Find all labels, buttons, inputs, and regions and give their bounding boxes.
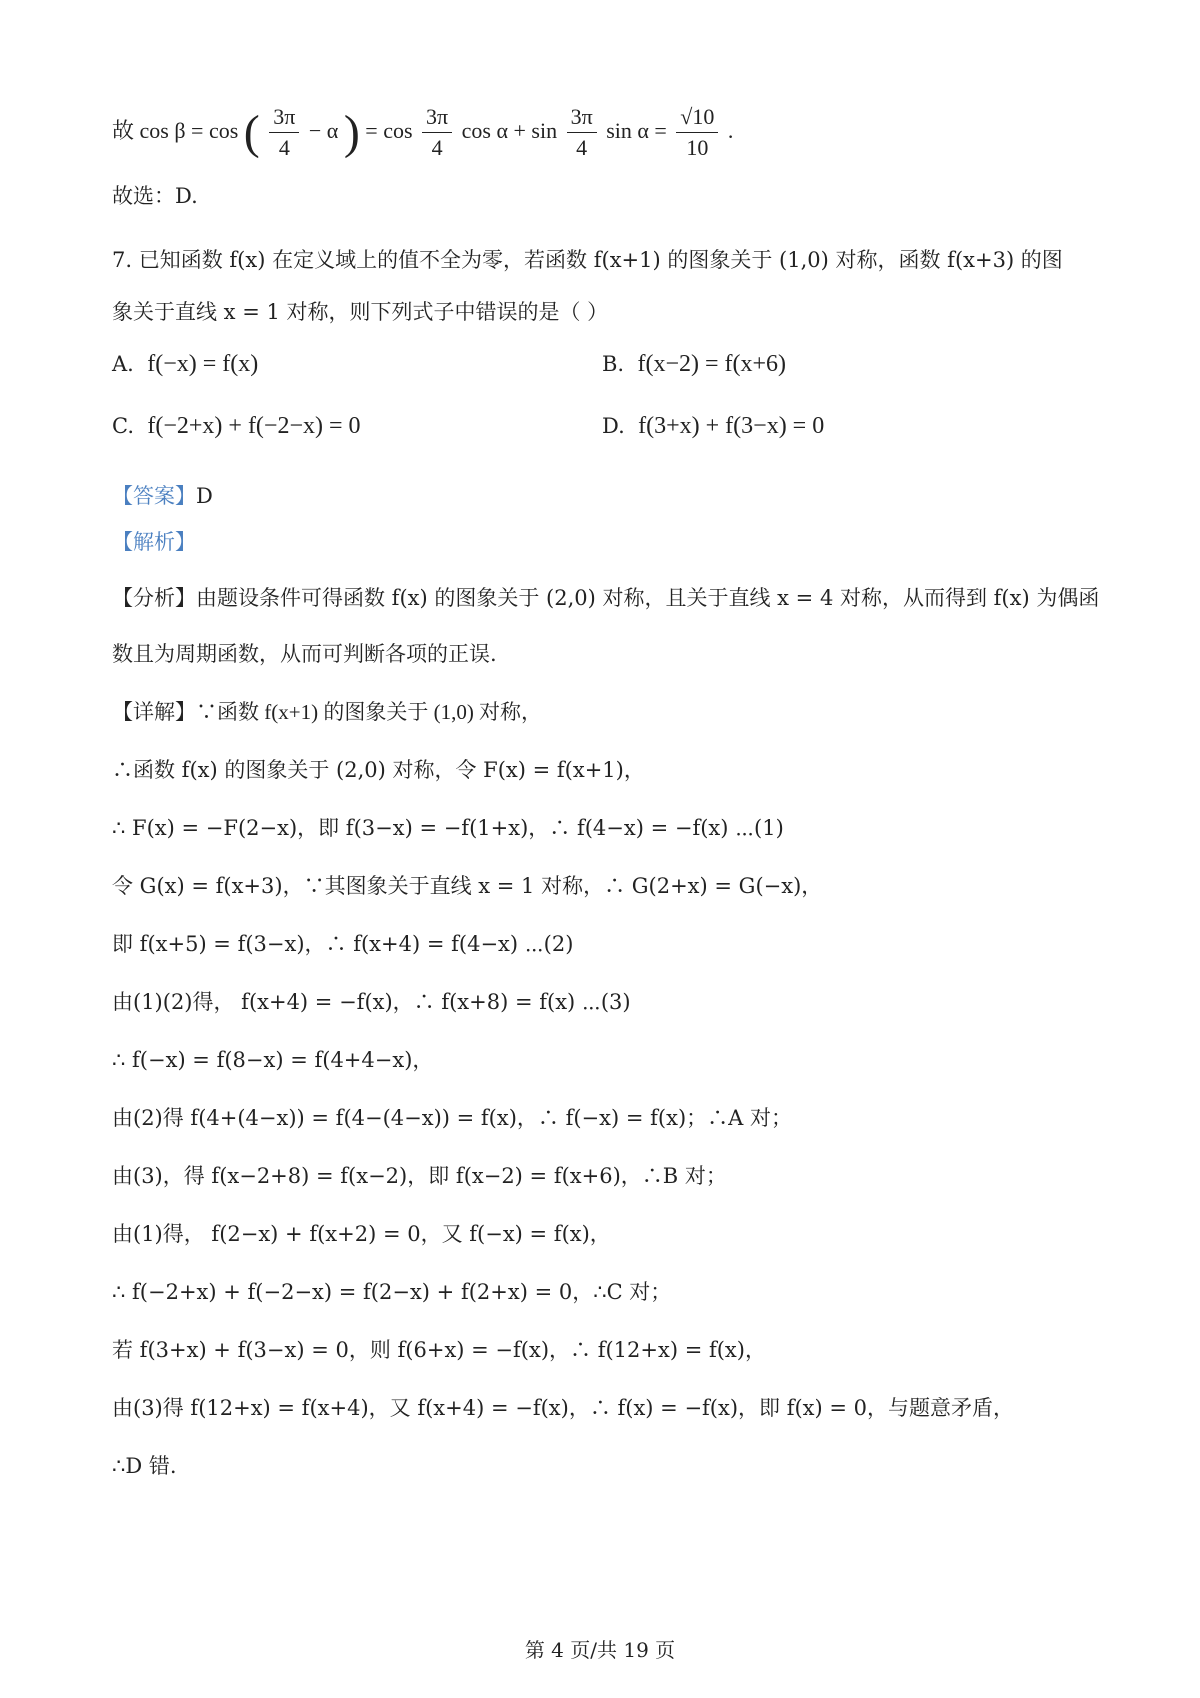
option-text: f(x−2) = f(x+6) [637,351,787,377]
option-label: C. [112,414,134,438]
frac-denominator: 4 [278,135,290,161]
analysis-line-2: 数且为周期函数，从而可判断各项的正误. [112,642,497,666]
formula-end: . [727,118,734,143]
detail-line-10: 由(1)得， f(2−x) + f(x+2) = 0，又 f(−x) = f(x)， [112,1222,611,1246]
fraction-3pi-4-c [567,102,597,163]
analysis-label: 【分析】 [112,586,196,610]
detail-line-12: 若 f(3+x) + f(3−x) = 0，则 f(6+x) = −f(x)，∴ f(12+x) = f(x)， [112,1338,766,1362]
detail-line-3: ∴ F(x) = −F(2−x)，即 f(3−x) = −f(1+x)，∴ f(4−x) = −f(x) ⋯(1) [112,816,784,840]
frac-denominator: 10 [686,135,709,161]
right-paren: ) [343,105,360,159]
frac-numerator: 3π [422,102,452,133]
analysis-text-1: 由题设条件可得函数 f(x) 的图象关于 (2,0) 对称，且关于直线 x = 4 对称，从而得到 f(x) 为偶函 [196,586,1100,610]
option-label: B. [602,352,625,376]
analysis-line-1 [112,578,1099,618]
frac-denominator: 4 [576,135,588,161]
option-text: f(−x) = f(x) [147,351,259,377]
option-label: D. [602,414,625,438]
detail-line-8: 由(2)得 f(4+(4−x)) = f(4−(4−x)) = f(x)，∴ f(−x) = f(x)；∴A 对； [112,1106,792,1130]
formula-mid3: sin α = [606,118,667,143]
detail-line-11: ∴ f(−2+x) + f(−2−x) = f(2−x) + f(2+x) = 0，∴C 对； [112,1280,672,1304]
formula-prefix: 故 [112,118,135,143]
page-footer: 第 4 页/共 19 页 [524,1638,676,1662]
fraction-sqrt10-10 [676,102,718,163]
detail-label: 【详解】 [112,700,196,724]
frac-numerator: 3π [269,102,299,133]
detail-line-6: 由(1)(2)得， f(x+4) = −f(x)，∴ f(x+8) = f(x) ⋯(3) [112,990,631,1014]
answer-tag: 【答案】 [112,484,196,508]
formula-lhs: cos β = cos [139,118,239,143]
detail-text: ∵函数 f(x+1) 的图象关于 (1,0) 对称， [196,700,543,724]
question-7-line-2: 象关于直线 x = 1 对称，则下列式子中错误的是（ ） [112,300,609,324]
formula-mid2: cos α + sin [461,118,558,143]
option-d [602,406,824,446]
option-b [602,344,786,384]
frac-denominator: 4 [431,135,443,161]
detail-line-2: ∴函数 f(x) 的图象关于 (2,0) 对称，令 F(x) = f(x+1)， [112,758,645,782]
analysis-tag: 【解析】 [112,530,196,554]
option-c [112,406,361,446]
formula-inner: − α [308,118,339,143]
answer-value: D [196,484,213,508]
frac-numerator: 3π [567,102,597,133]
detail-line-14: ∴D 错. [112,1454,177,1478]
formula-cos-beta [112,96,733,168]
fraction-3pi-4-b [422,102,452,163]
detail-line-1 [112,692,542,732]
fraction-3pi-4-a [269,102,299,163]
option-text: f(3+x) + f(3−x) = 0 [638,413,825,439]
frac-numerator: √10 [676,102,718,133]
option-label: A. [112,352,134,376]
detail-line-9: 由(3)，得 f(x−2+8) = f(x−2)，即 f(x−2) = f(x+6)，∴B 对； [112,1164,727,1188]
option-text: f(−2+x) + f(−2−x) = 0 [147,413,361,439]
answer-line [112,476,213,516]
left-paren: ( [243,105,260,159]
formula-mid1: = cos [365,118,413,143]
detail-line-5: 即 f(x+5) = f(3−x)，∴ f(x+4) = f(4−x) ⋯(2) [112,932,574,956]
question-7-line-1: 7. 已知函数 f(x) 在定义域上的值不全为零，若函数 f(x+1) 的图象关于 (1,0) 对称，函数 f(x+3) 的图 [112,248,1063,272]
option-a [112,344,258,384]
detail-line-4: 令 G(x) = f(x+3)，∵其图象关于直线 x = 1 对称，∴ G(2+x) = G(−x)， [112,874,823,898]
choice-line: 故选：D. [112,184,198,208]
detail-line-7: ∴ f(−x) = f(8−x) = f(4+4−x)， [112,1048,434,1072]
detail-line-13: 由(3)得 f(12+x) = f(x+4)，又 f(x+4) = −f(x)，∴ f(x) = −f(x)，即 f(x) = 0，与题意矛盾， [112,1396,1015,1420]
